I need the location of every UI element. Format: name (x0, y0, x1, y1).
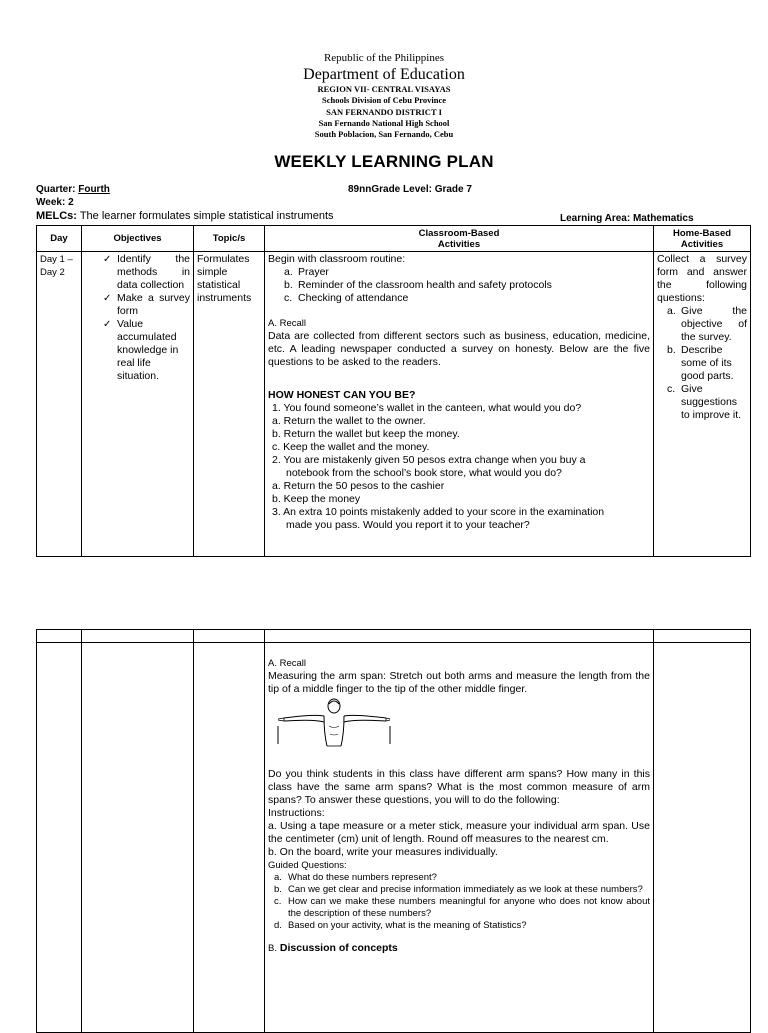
instructions-label: Instructions: (268, 807, 325, 819)
home-intro: Collect a survey form and answer the following questions: (657, 253, 747, 304)
armspan-text: Measuring the arm span: Stretch out both arms and measure the length from the tip of a middle finger to the tip of the other middle finger. (268, 670, 650, 695)
page-title: WEEKLY LEARNING PLAN (274, 152, 494, 171)
recall-label: A. Recall (268, 658, 307, 669)
recall-text: Data are collected from different sectors such as business, education, medicine, etc. A leading newspaper conducted a survey on honesty. Below are the five questions to be asked to the readers. (268, 330, 650, 368)
instruction-b: b. On the board, write your measures individually. (268, 846, 498, 858)
routine-item: b. Reminder of the classroom health and safety protocols (284, 279, 552, 291)
region-line: REGION VII- CENTRAL VISAYAS (317, 84, 451, 94)
survey-line: 2. You are mistakenly given 50 pesos extra change when you buy a (272, 454, 586, 466)
week-label: Week: (36, 197, 66, 208)
home-item: b. Describe some of its good parts. (667, 344, 734, 382)
guided-question: c. How can we make these numbers meaningful for anyone who does not know about the description of these numbers? (274, 896, 650, 919)
classroom-activities-cell (265, 252, 654, 557)
header-day: Day (37, 226, 82, 252)
objective-item: ✓ Value accumulated knowledge in real life situation. (103, 318, 190, 383)
quarter-label: Quarter: (36, 184, 76, 195)
arm-span-figure (274, 698, 394, 750)
survey-line: notebook from the school’s book store, what would you do? (286, 467, 562, 479)
learning-plan-table (36, 225, 751, 557)
survey-line: 3. An extra 10 points mistakenly added to your score in the examination (272, 506, 605, 518)
guided-question: d. Based on your activity, what is the meaning of Statistics? (274, 920, 527, 931)
grade-level: 89nnGrade Level: Grade 7 (348, 184, 472, 195)
division-line: Schools Division of Cebu Province (321, 95, 447, 105)
survey-line: c. Keep the wallet and the money. (272, 441, 430, 453)
day-cell: Day 1 – Day 2 (37, 252, 82, 557)
routine-item: a. Prayer (284, 266, 329, 278)
home-activities-cell (654, 252, 751, 557)
discussion-heading: B. Discussion of concepts (268, 942, 398, 954)
blank-header-cell (37, 630, 82, 643)
survey-line: a. Return the wallet to the owner. (272, 415, 426, 427)
recall-label: A. Recall (268, 318, 307, 329)
melcs-label: MELCs: (36, 210, 77, 222)
learning-plan-table-continued (36, 629, 751, 1033)
classroom-activities-cell (265, 643, 654, 1033)
week-field (36, 197, 74, 208)
home-activities-cell (654, 643, 751, 1033)
routine-item: c. Checking of attendance (284, 292, 409, 304)
instruction-a: a. Using a tape measure or a meter stick, measure your individual arm span. Use the centimeter (cm) unit of length. Round off measures to the nearest cm. (268, 820, 650, 845)
header-classroom: Classroom-Based Activities (265, 226, 654, 252)
objectives-cell (82, 643, 194, 1033)
header-objectives: Objectives (82, 226, 194, 252)
header-topics: Topic/s (194, 226, 265, 252)
guided-question: a. What do these numbers represent? (274, 872, 437, 883)
guided-question: b. Can we get clear and precise information immediately as we look at these numbers? (274, 884, 643, 895)
objectives-cell (82, 252, 194, 557)
address-line: South Poblacion, San Fernando, Cebu (314, 129, 454, 139)
objective-item: ✓ Identify the methods in data collection (103, 253, 190, 292)
home-item: c. Give suggestions to improve it. (667, 383, 742, 421)
survey-line: 1. You found someone’s wallet in the canteen, what would you do? (272, 402, 582, 414)
guided-label: Guided Questions: (268, 860, 347, 871)
week-value: 2 (68, 197, 74, 208)
survey-line: a. Return the 50 pesos to the cashier (272, 480, 445, 492)
quarter-field (36, 184, 110, 195)
home-item: a. Give the objective of the survey. (667, 305, 747, 343)
routine-intro: Begin with classroom routine: (268, 253, 406, 265)
topics-cell: Formulates simple statistical instruments (194, 252, 265, 557)
day-cell (37, 643, 82, 1033)
school-line: San Fernando National High School (318, 118, 450, 128)
header-home: Home-Based Activities (654, 226, 751, 252)
quarter-value: Fourth (78, 184, 110, 195)
survey-line: b. Return the wallet but keep the money. (272, 428, 460, 440)
arm-span-questions: Do you think students in this class have different arm spans? How many in this class have the same arm spans? What is the most common measure of arm spans? To answer these questions, you will to do the following: (268, 768, 650, 806)
melcs-value: The learner formulates simple statistical instruments (79, 210, 334, 222)
learning-area: Learning Area: Mathematics (560, 213, 694, 224)
survey-title: HOW HONEST CAN YOU BE? (268, 389, 416, 401)
republic-line: Republic of the Philippines (323, 52, 445, 64)
topics-cell (194, 643, 265, 1033)
survey-line: made you pass. Would you report it to your teacher? (286, 519, 530, 531)
survey-line: b. Keep the money (272, 493, 361, 505)
melcs-field (36, 210, 334, 222)
district-line: SAN FERNANDO DISTRICT I (326, 107, 442, 117)
department-line: Department of Education (303, 66, 465, 83)
objective-item: ✓ Make a survey form (103, 292, 190, 318)
